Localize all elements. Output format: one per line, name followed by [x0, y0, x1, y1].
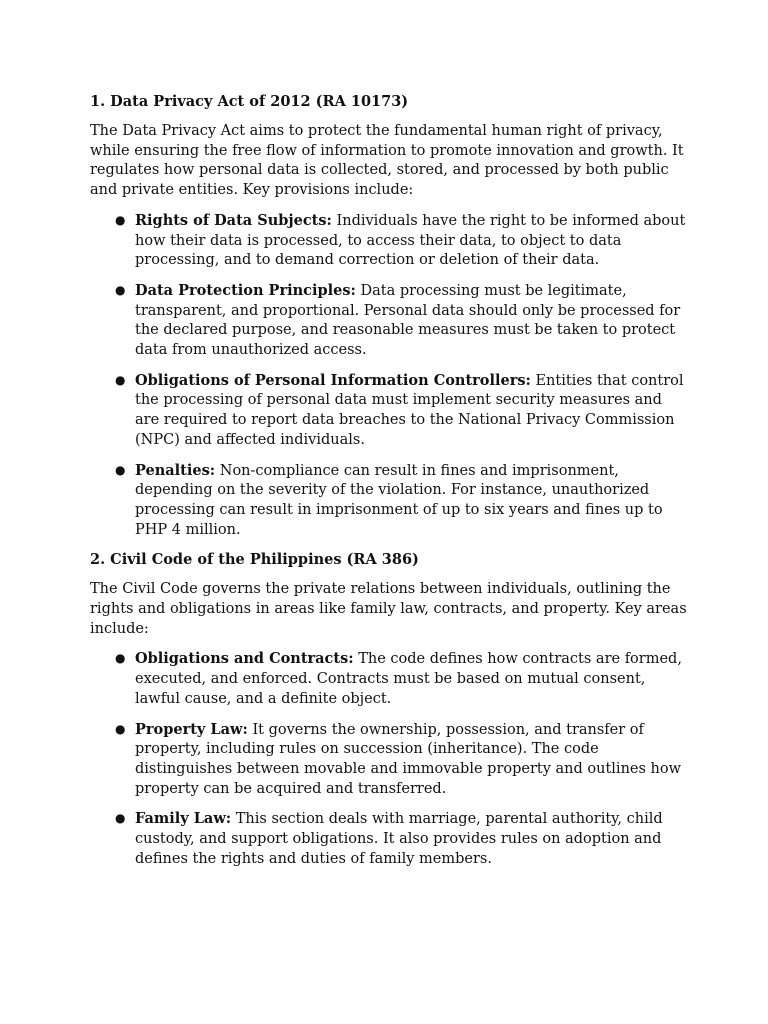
list-item: [90, 649, 690, 709]
item-term: Family Law:: [135, 810, 232, 828]
section-heading: 2. Civil Code of the Philippines (RA 386): [90, 551, 419, 569]
list-item: [90, 461, 690, 541]
section-intro: The Data Privacy Act aims to protect the fundamental human right of privacy, while ensuring the free flow of information to promote innovation and growth. It regulates how personal data is collected, stored, and processed by both public and private entities. Key provisions include:: [90, 123, 684, 199]
item-term: Penalties:: [135, 461, 216, 479]
areas-list: [90, 649, 690, 869]
item-text: Non-compliance can result in fines and imprisonment, depending on the severity of the violation. For instance, unauthorized processing can result in imprisonment of up to six years and fines up to PHP 4 million.: [135, 462, 663, 538]
item-text: Entities that control the processing of personal data must implement security measures and are required to report data breaches to the National Privacy Commission (NPC) and affected individuals.: [135, 372, 684, 448]
section-civil-code: [90, 550, 690, 869]
bullet-icon: ●: [115, 212, 126, 227]
item-text: It governs the ownership, possession, and transfer of property, including rules on succession (inheritance). The code distinguishes between movable and immovable property and outlines how property can be acquired and transferred.: [135, 721, 682, 797]
bullet-icon: ●: [115, 372, 126, 387]
section-heading: 1. Data Privacy Act of 2012 (RA 10173): [90, 93, 409, 110]
item-term: Obligations and Contracts:: [135, 650, 354, 668]
item-term: Obligations of Personal Information Controllers:: [135, 371, 531, 389]
item-term: Property Law:: [135, 720, 248, 738]
bullet-icon: ●: [115, 721, 126, 736]
provisions-list: [90, 211, 690, 541]
list-item: [90, 809, 690, 869]
bullet-icon: ●: [115, 462, 126, 477]
item-term: Data Protection Principles:: [135, 281, 356, 299]
item-text: This section deals with marriage, parental authority, child custody, and support obligations. It also provides rules on adoption and defines the rights and duties of family members.: [135, 811, 663, 867]
list-item: [90, 281, 690, 361]
bullet-icon: ●: [115, 811, 126, 826]
bullet-icon: ●: [115, 651, 126, 666]
list-item: [90, 720, 690, 800]
item-text: Data processing must be legitimate, transparent, and proportional. Personal data should only be processed for the declared purpose, and reasonable measures must be taken to protect data from unauthorized access.: [135, 282, 681, 359]
document-page: [90, 92, 690, 880]
item-term: Rights of Data Subjects:: [135, 211, 332, 229]
item-text: The code defines how contracts are formed, executed, and enforced. Contracts must be based on mutual consent, lawful cause, and a definite object.: [135, 651, 682, 707]
list-item: [90, 211, 690, 271]
list-item: [90, 371, 690, 451]
section-data-privacy-act: [90, 92, 690, 540]
item-text: Individuals have the right to be informed about how their data is processed, to access their data, to object to data processing, and to demand correction or deletion of their data.: [135, 212, 686, 269]
section-intro: The Civil Code governs the private relations between individuals, outlining the rights and obligations in areas like family law, contracts, and property. Key areas include:: [90, 581, 687, 637]
bullet-icon: ●: [115, 282, 126, 297]
